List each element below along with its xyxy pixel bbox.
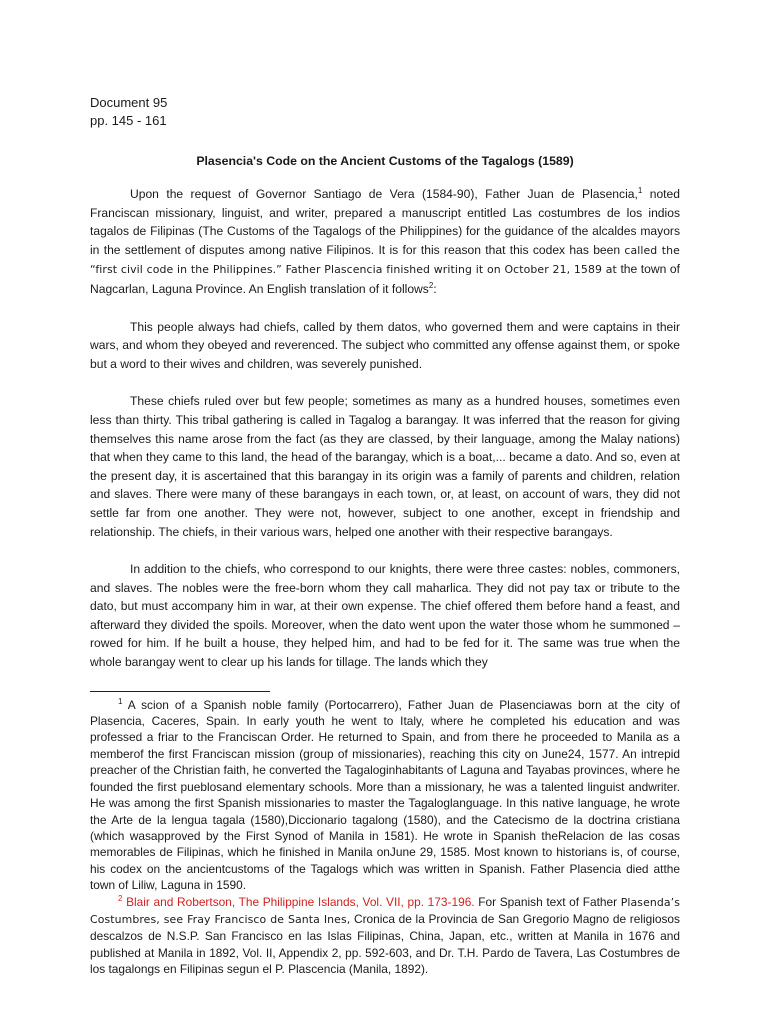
footnote-ref-2[interactable]: 2 <box>428 280 434 290</box>
footnote-2-text-1: For Spanish text of Father <box>474 894 621 909</box>
footnote-ref-1[interactable]: 1 <box>637 185 643 195</box>
footnote-2-text-narrow: Plasenda’s Costumbres, see Fray Francisco de Santa Ines, <box>90 895 681 926</box>
footnote-1-mark: 1 <box>118 696 123 706</box>
document-title: Plasencia's Code on the Ancient Customs of the Tagalogs (1589) <box>196 154 574 168</box>
document-page <box>90 94 680 978</box>
footnote-divider <box>90 691 270 692</box>
footnote-2-citation-link[interactable]: Blair and Robertson, The Philippine Islands, Vol. VII, pp. 173-196. <box>122 894 475 909</box>
paragraph-castes: In addition to the chiefs, who correspond to our knights, there were three castes: nobles, commoners, and slaves. The nobles were the free-born whom they call maharlica. They did not pay tax or tribute to the dato, but must accompany him in war, at their own expense. The chief offered them before hand a feast, and afterward they divided the spoils. Moreover, when the dato went upon the water those whom he summoned –rowed for him. If he built a house, they helped him, and had to be fed for it. The same was true when the whole barangay went to clear up his lands for tillage. The lands which they <box>90 562 680 670</box>
footnote-2-text-2: Cronica de la Provincia de San Gregorio Magno de religiosos descalzos de N.S.P. San Francisco en las Islas Filipinas, China, Japan, etc., written at Manila in 1676 and published at Manila in 1892, Vol. II, Appendix 2, pp. 592-603, and Dr. T.H. Pardo de Tavera, Las Costumbres de los tagalongs en Filipinas segun el P. Plascencia (Manila, 1892). <box>90 911 680 977</box>
intro-text-1: Upon the request of Governor Santiago de Vera (1584-90), Father Juan de Plasencia, <box>130 187 638 201</box>
document-number: Document 95 <box>90 95 168 110</box>
footnote-2-mark: 2 <box>118 893 123 903</box>
paragraph-barangay: These chiefs ruled over but few people; sometimes as many as a hundred houses, sometimes even less than thirty. This tribal gathering is called in Tagalog a barangay. It was inferred that the reason for giving themselves this name arose from the fact (as they are classed, by their language, among the Malay nations) that when they came to this land, the head of the barangay, which is a boat,... became a dato. And so, even at the present day, it is ascertained that this barangay in its origin was a family of parents and children, relation and slaves. There were many of these barangays in each town, or, at least, on account of wars, they did not settle far from one another. They were not, however, subject to one another, except in friendship and relationship. The chiefs, in their various wars, helped one another with their respective barangays. <box>90 394 680 539</box>
intro-text-3: called the “first civil code in the Philippines.” Father Plascencia finished writing it on October 21, 1589 at <box>90 243 680 277</box>
page-range: pp. 145 - 161 <box>90 113 167 128</box>
intro-text-5: : <box>433 281 437 296</box>
footnote-1-text: A scion of a Spanish noble family (Portocarrero), Father Juan de Plasenciawas born at the city of Plasencia, Caceres, Spain. In early youth he went to Italy, where he completed his education and was professed a friar to the Franciscan Order. He returned to Spain, and from there he proceeded to Manila as a memberof the first Franciscan mission (group of missionaries), reaching this city on June24, 1577. An intrepid preacher of the Christian faith, he converted the Tagaloginhabitants of Laguna and Tayabas provinces, where he founded the first pueblosand elementary schools. More than a missionary, he was a talented linguist andwriter. He was among the first Spanish missionaries to master the Tagaloglanguage. In this native language, he wrote the Arte de la lengua tagala (1580),Diccionario tagalong (1580), and the Catecismo de la doctrina cristiana (which wasapproved by the First Synod of Manila in 1581). He wrote in Spanish theRelacion de las cosas memorables de Filipinas, which he finished in Manila onJune 29, 1585. Most known to historians is, of course, his codex on the ancientcustoms of the Tagalogs which was written in Spanish. Father Plasencia died atthe town of Liliw, Laguna in 1590. <box>90 697 680 893</box>
intro-text-2: noted Franciscan missionary, linguist, and writer, prepared a manuscript entitled Las costumbres de los indios tagalos de Filipinas (The Customs of the Tagalogs of the Philippines) for the guidance of the alcaldes mayors in the settlement of disputes among native Filipinos. It is for this reason that this codex has been <box>90 187 680 257</box>
footnote-2 <box>90 894 680 978</box>
footnote-1 <box>90 697 680 894</box>
paragraph-intro <box>90 185 680 299</box>
intro-text-4: the town of Nagcarlan, Laguna Province. An English translation of it follows <box>90 262 680 296</box>
paragraph-chiefs: This people always had chiefs, called by them datos, who governed them and were captains in their wars, and whom they obeyed and reverenced. The subject who committed any offense against them, or spoke but a word to their wives and children, was severely punished. <box>90 319 680 371</box>
